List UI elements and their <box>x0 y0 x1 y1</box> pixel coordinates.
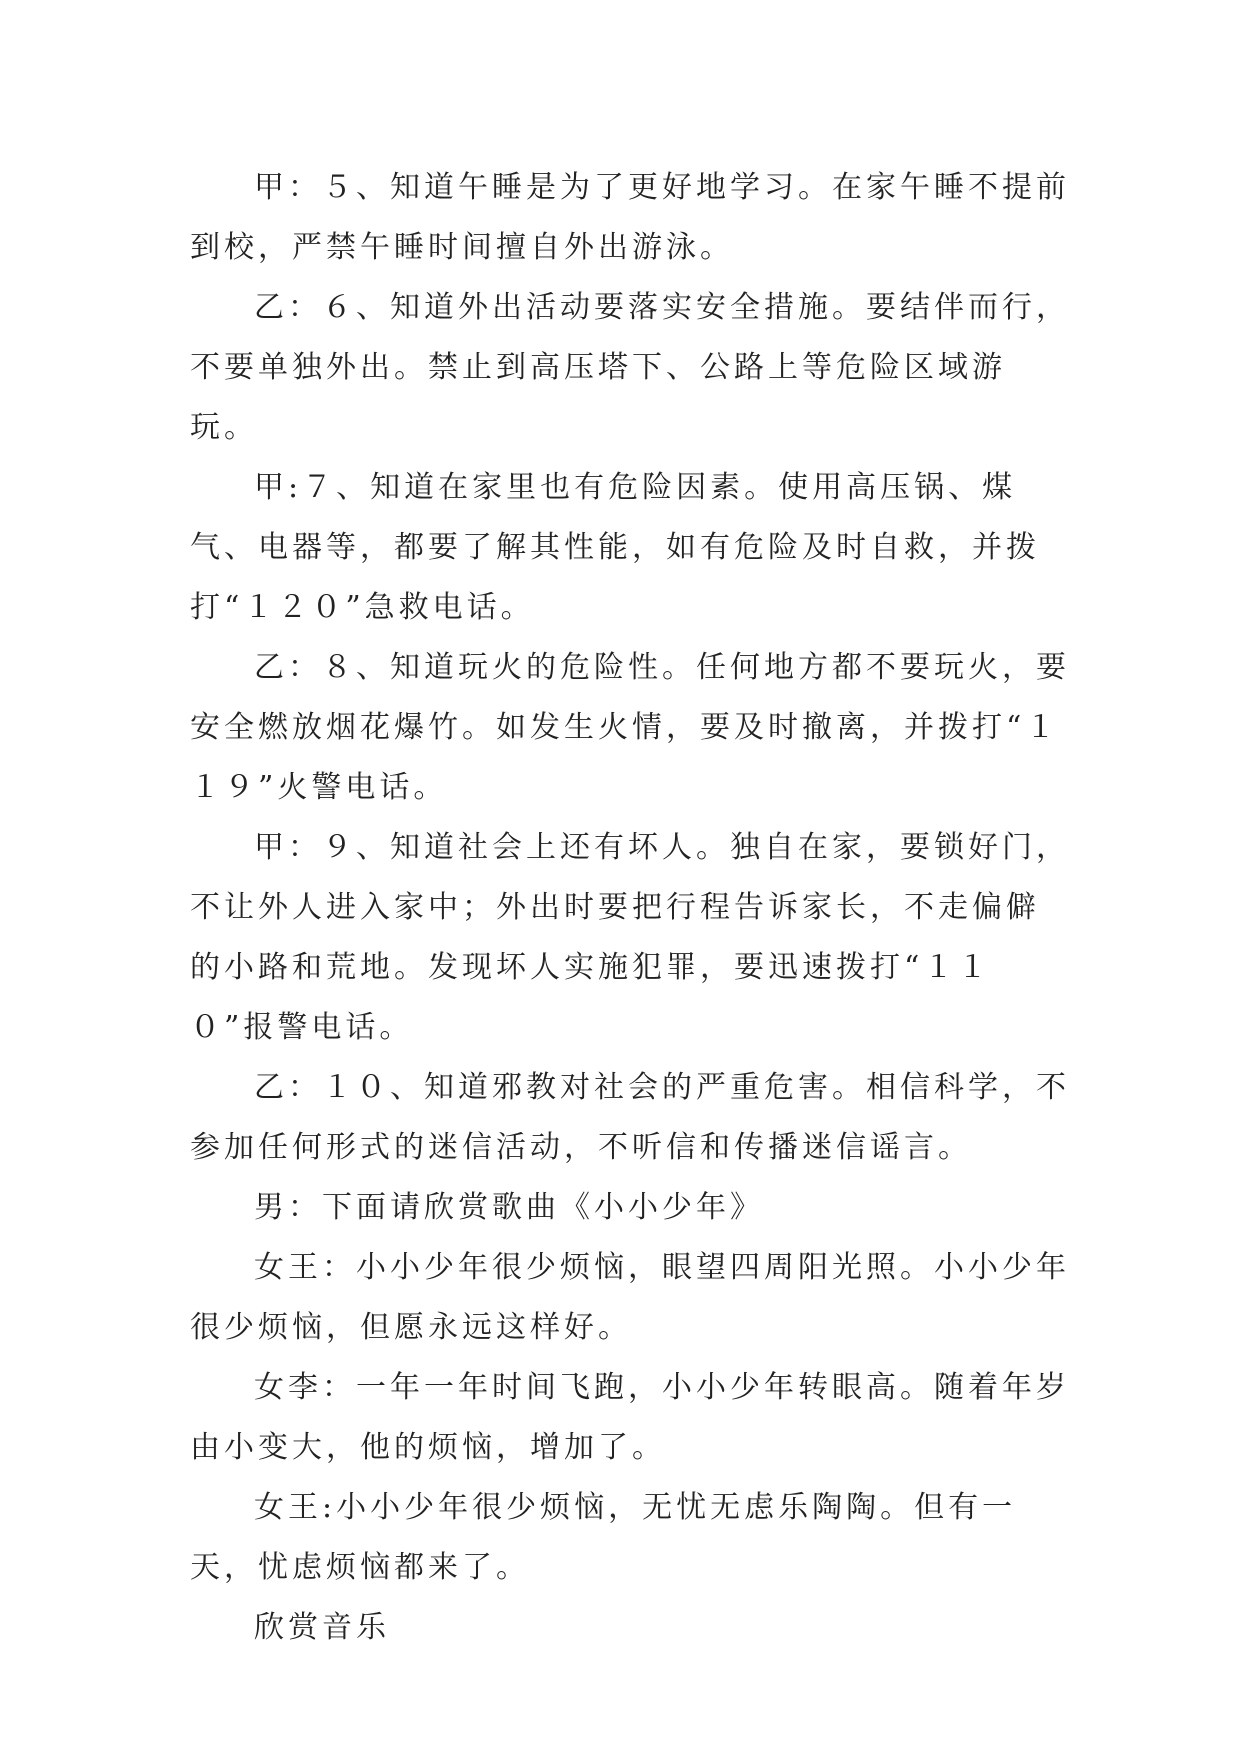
paragraph-item-6-outing: 乙：６、知道外出活动要落实安全措施。要结伴而行，不要单独外出。禁止到高压塔下、公路上等危险区域游玩。 <box>190 290 1070 445</box>
paragraph-lyrics-li: 女李：一年一年时间飞跑，小小少年转眼高。随着年岁由小变大，他的烦恼，增加了。 <box>190 1370 1070 1465</box>
paragraph-item-8-fire: 乙：８、知道玩火的危险性。任何地方都不要玩火，要安全燃放烟花爆竹。如发生火情，要及时撤离，并拨打“１１９”火警电话。 <box>190 650 1070 805</box>
paragraph-lyrics-wang-2: 女王:小小少年很少烦恼，无忧无虑乐陶陶。但有一天，忧虑烦恼都来了。 <box>190 1490 1017 1585</box>
paragraph-song-intro: 男：下面请欣赏歌曲《小小少年》 <box>254 1190 764 1225</box>
paragraph-lyrics-wang-1: 女王：小小少年很少烦恼，眼望四周阳光照。小小少年很少烦恼，但愿永远这样好。 <box>190 1250 1070 1345</box>
paragraph-item-5-nap: 甲：５、知道午睡是为了更好地学习。在家午睡不提前到校，严禁午睡时间擅自外出游泳。 <box>190 170 1070 265</box>
document-body <box>190 158 1070 1658</box>
paragraph-item-7-home-danger: 甲:７、知道在家里也有危险因素。使用高压锅、煤气、电器等，都要了解其性能，如有危险及时自救，并拨打“１２０”急救电话。 <box>190 470 1040 625</box>
paragraph-item-9-strangers: 甲：９、知道社会上还有坏人。独自在家，要锁好门，不让外人进入家中；外出时要把行程告诉家长，不走偏僻的小路和荒地。发现坏人实施犯罪，要迅速拨打“１１０”报警电话。 <box>190 830 1070 1045</box>
paragraph-item-10-cult: 乙：１０、知道邪教对社会的严重危害。相信科学，不参加任何形式的迷信活动，不听信和传播迷信谣言。 <box>190 1070 1070 1165</box>
paragraph-music: 欣赏音乐 <box>254 1610 390 1645</box>
